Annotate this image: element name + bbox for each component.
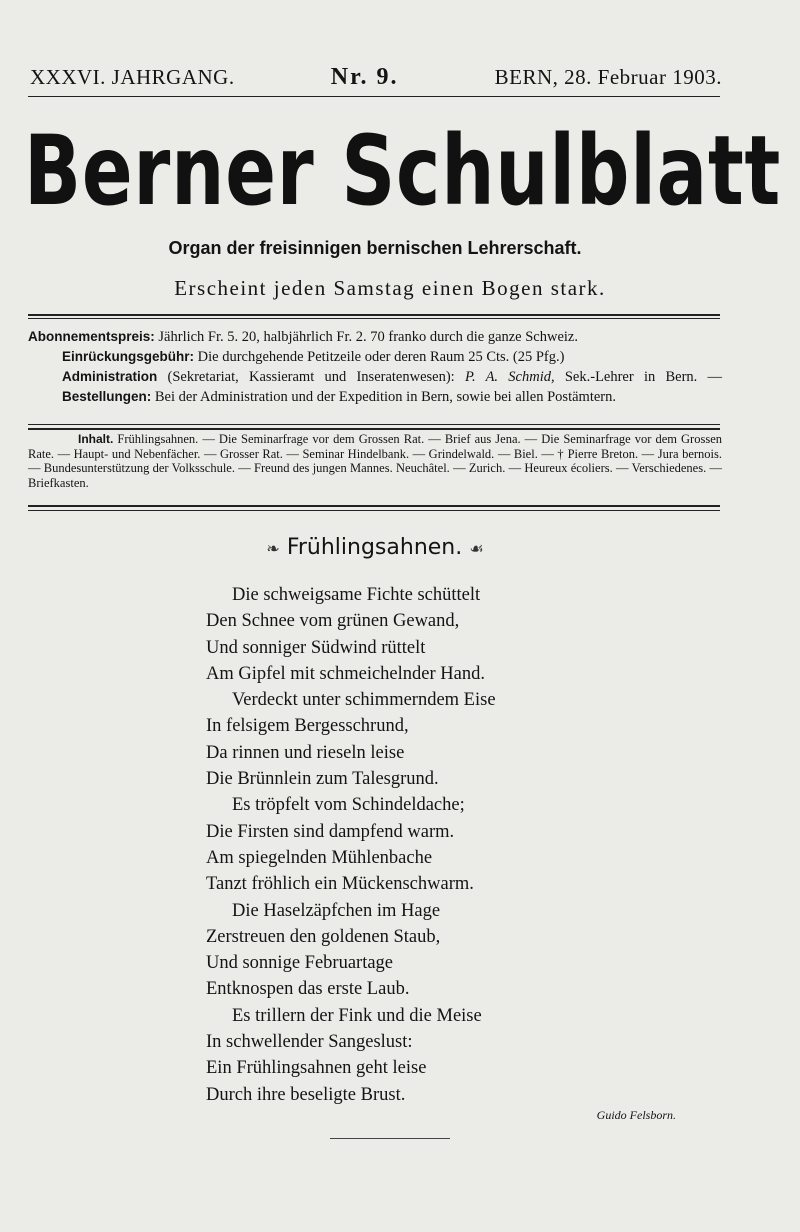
issue-header bbox=[30, 64, 722, 91]
poem-line: Am spiegelnden Mühlenbache bbox=[206, 847, 433, 868]
poem-line: Durch ihre beseligte Brust. bbox=[206, 1084, 406, 1105]
administration-name: P. A. Schmid, bbox=[464, 369, 555, 385]
poem-line: Da rinnen und rieseln leise bbox=[206, 742, 405, 763]
info-divider-top bbox=[28, 314, 720, 316]
table-of-contents bbox=[28, 432, 722, 490]
poem-line: Die Brünnlein zum Talesgrund. bbox=[206, 769, 439, 790]
insertion-label: Einrückungsgebühr: bbox=[62, 349, 195, 364]
poem-line: Die Haselzäpfchen im Hage bbox=[232, 900, 441, 921]
poem-line: Den Schnee vom grünen Gewand, bbox=[206, 611, 460, 632]
orders-text: Bei der Administration und der Expedition in Bern, sowie bei allen Postämtern. bbox=[154, 389, 616, 405]
poem-line: Und sonniger Südwind rüttelt bbox=[206, 637, 426, 658]
poem-title: Frühlingsahnen. bbox=[286, 535, 463, 560]
poem-body bbox=[206, 582, 606, 1108]
info-divider-top-thin bbox=[28, 318, 720, 319]
poem-line: In felsigem Bergesschrund, bbox=[206, 716, 409, 737]
organ-subtitle: Organ der freisinnigen bernischen Lehrerschaft. bbox=[168, 238, 582, 258]
contents-divider-bottom-thin bbox=[28, 510, 720, 511]
poem-line: Und sonnige Februartage bbox=[206, 953, 394, 974]
administration-label: Administration bbox=[62, 369, 158, 384]
poem-author: Guido Felsborn. bbox=[596, 1108, 676, 1122]
insertion-text: Die durchgehende Petitzeile oder deren Raum 25 Cts. (25 Pfg.) bbox=[197, 349, 565, 365]
administration-text: (Sekretariat, Kassieramt und Inseratenwesen): bbox=[167, 369, 455, 385]
administration-rest: Sek.-Lehrer in Bern. — bbox=[564, 369, 723, 385]
publication-frequency: Erscheint jeden Samstag einen Bogen stark. bbox=[174, 276, 606, 300]
header-divider bbox=[28, 96, 720, 97]
poem-line: Es trillern der Fink und die Meise bbox=[232, 1005, 482, 1026]
poem-line: Es tröpfelt vom Schindeldache; bbox=[232, 795, 465, 816]
poem-line: Entknospen das erste Laub. bbox=[206, 979, 410, 1000]
poem-line: Die Firsten sind dampfend warm. bbox=[206, 821, 455, 842]
poem-line: In schwellender Sangeslust: bbox=[206, 1032, 413, 1053]
subscription-text: Jährlich Fr. 5. 20, halbjährlich Fr. 2. 70 franko durch die ganze Schweiz. bbox=[158, 329, 578, 345]
poem-line: Zerstreuen den goldenen Staub, bbox=[206, 926, 441, 947]
poem-line: Am Gipfel mit schmeichelnder Hand. bbox=[206, 663, 485, 684]
subscription-label: Abonnementspreis: bbox=[28, 329, 155, 344]
contents-divider-bottom bbox=[28, 505, 720, 507]
poem-line: Verdeckt unter schimmerndem Eise bbox=[232, 690, 496, 711]
contents-divider-top bbox=[28, 424, 720, 425]
ornament-right-icon: ☙ bbox=[469, 539, 484, 558]
poem-heading bbox=[0, 535, 750, 560]
subscription-info bbox=[28, 327, 722, 407]
contents-divider-top-thick bbox=[28, 428, 720, 430]
poem-line: Ein Frühlingsahnen geht leise bbox=[206, 1058, 427, 1079]
place-date: BERN, 28. Februar 1903. bbox=[494, 65, 722, 89]
end-rule bbox=[330, 1138, 450, 1139]
ornament-left-icon: ❧ bbox=[266, 539, 280, 558]
volume-label: XXXVI. JAHRGANG. bbox=[30, 65, 235, 89]
issue-number: Nr. 9. bbox=[330, 64, 399, 90]
contents-label: Inhalt. bbox=[78, 432, 114, 446]
contents-text: Frühlingsahnen. — Die Seminarfrage vor dem Grossen Rat. — Brief aus Jena. — Die Seminarfrage vor dem Grossen Rate. — Haupt- und Nebenfächer. — Grosser Rat. — Seminar Hindelbank. — Grindelwald. — Biel. — † Pierre Breton. — Jura bernois. — Bundesunterstützung der Volksschule. — Freund des jungen Mannes. Neuchâtel. — Zurich. — Heureux écoliers. — Verschiedenes. — Briefkasten. bbox=[28, 432, 722, 490]
poem-line: Die schweigsame Fichte schüttelt bbox=[232, 585, 481, 605]
poem-line: Tanzt fröhlich ein Mückenschwarm. bbox=[206, 874, 474, 895]
orders-label: Bestellungen: bbox=[62, 389, 152, 404]
masthead-title: Berner Schulblatt bbox=[24, 115, 782, 227]
